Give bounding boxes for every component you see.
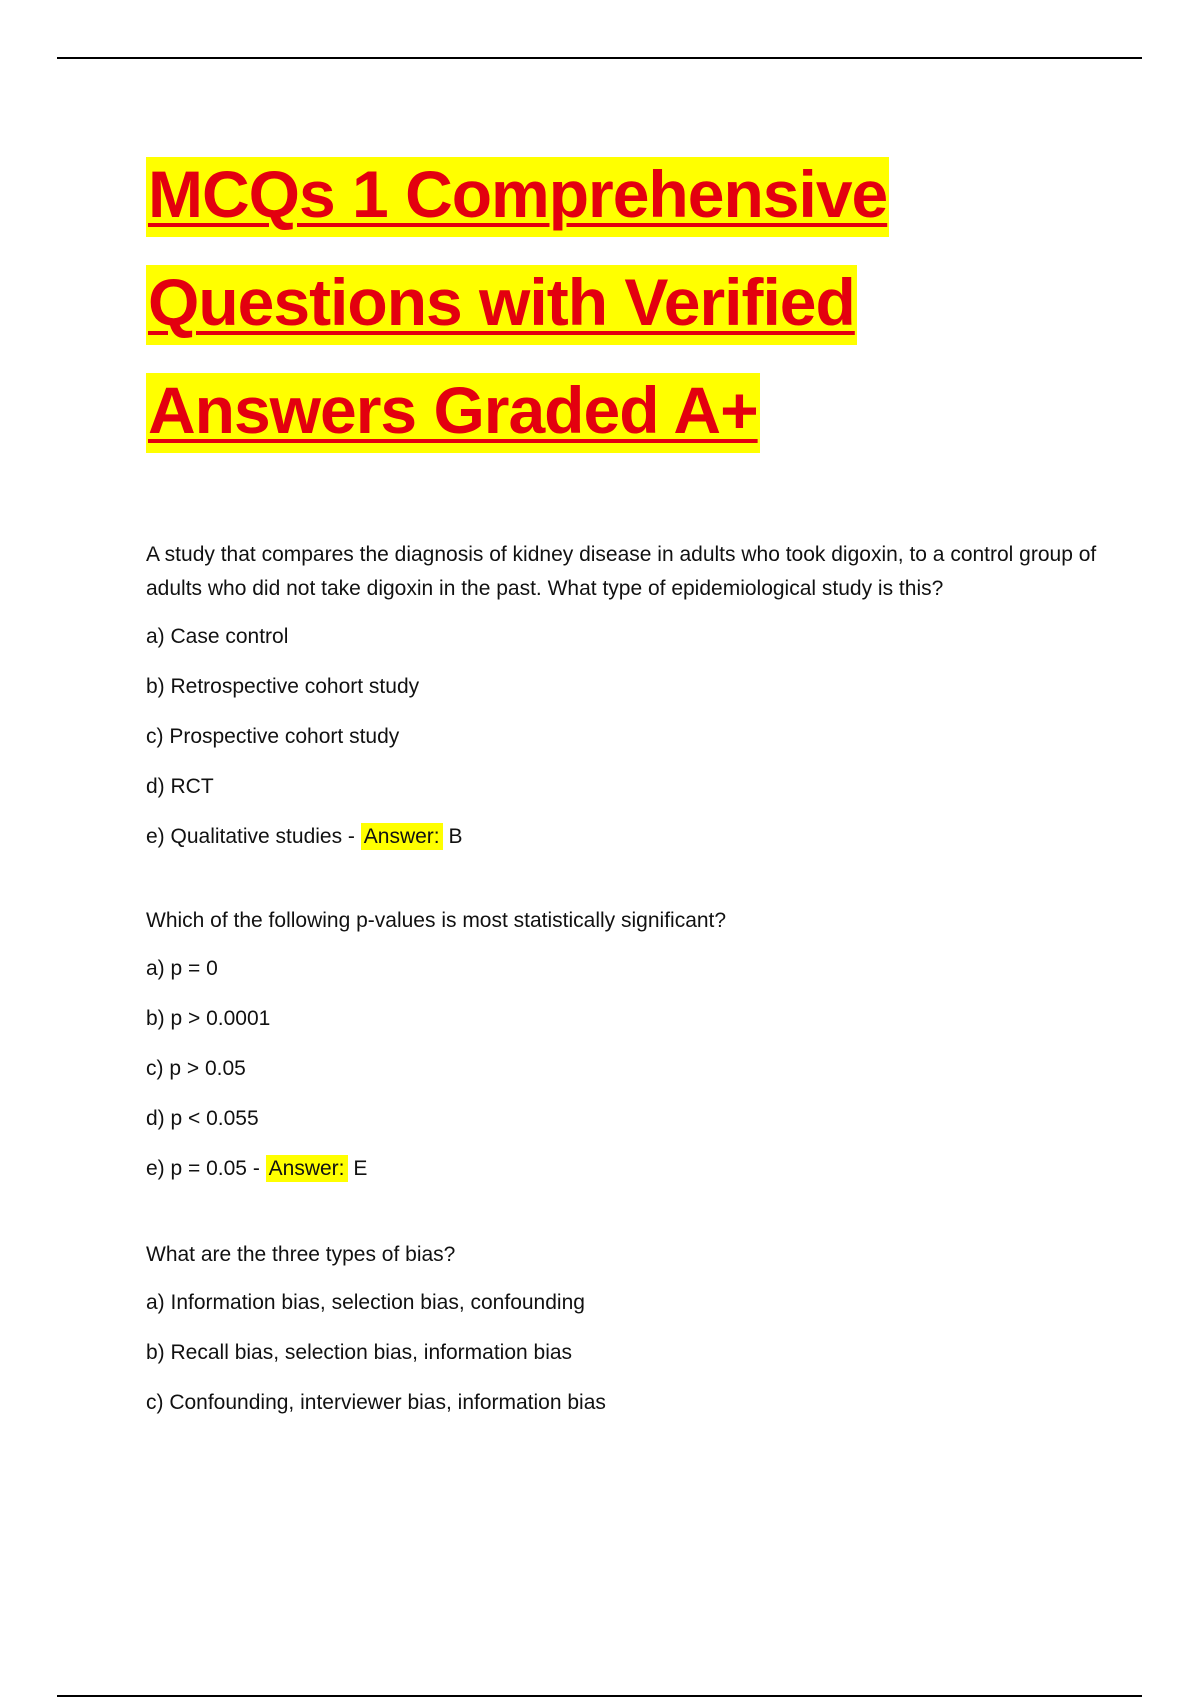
bottom-rule (57, 1695, 1142, 1697)
question-1-text: A study that compares the diagnosis of kidney disease in adults who took digoxin, to a control group of adults who did not take digoxin in the past. What type of epidemiological study is this? (146, 543, 1097, 600)
question-2-option-e (146, 1152, 1106, 1186)
question-3-text: What are the three types of bias? (146, 1243, 456, 1266)
question-1-option-e-text: e) Qualitative studies - (146, 825, 361, 848)
question-2-option-d: d) p < 0.055 (146, 1107, 259, 1130)
top-rule (57, 57, 1142, 59)
question-1 (146, 538, 1106, 854)
question-2-option-b: b) p > 0.0001 (146, 1007, 271, 1030)
question-2-option-a: a) p = 0 (146, 957, 218, 980)
document-title (146, 140, 1106, 464)
question-2-option-c: c) p > 0.05 (146, 1057, 246, 1080)
title-line-2: Questions with Verified (146, 248, 1106, 356)
question-1-answer: B (448, 825, 463, 848)
question-3-option-a: a) Information bias, selection bias, confounding (146, 1291, 585, 1314)
question-1-option-c: c) Prospective cohort study (146, 725, 400, 748)
title-line-1: MCQs 1 Comprehensive (146, 140, 1106, 248)
question-2-answer-label: Answer: (266, 1155, 348, 1182)
question-2-option-e-text: e) p = 0.05 - (146, 1157, 266, 1180)
question-1-option-b: b) Retrospective cohort study (146, 675, 420, 698)
question-2-text: Which of the following p-values is most statistically significant? (146, 909, 727, 932)
question-1-answer-label: Answer: (361, 823, 443, 850)
title-line-3: Answers Graded A+ (146, 356, 1106, 464)
question-3-option-c: c) Confounding, interviewer bias, information bias (146, 1391, 606, 1414)
question-1-option-a: a) Case control (146, 625, 289, 648)
question-1-option-d: d) RCT (146, 775, 214, 798)
question-2 (146, 904, 1106, 1186)
question-3 (146, 1238, 1106, 1420)
question-1-option-e (146, 820, 1106, 854)
question-3-option-b: b) Recall bias, selection bias, information bias (146, 1341, 573, 1364)
document-body (146, 140, 1106, 1436)
question-2-answer: E (353, 1157, 368, 1180)
